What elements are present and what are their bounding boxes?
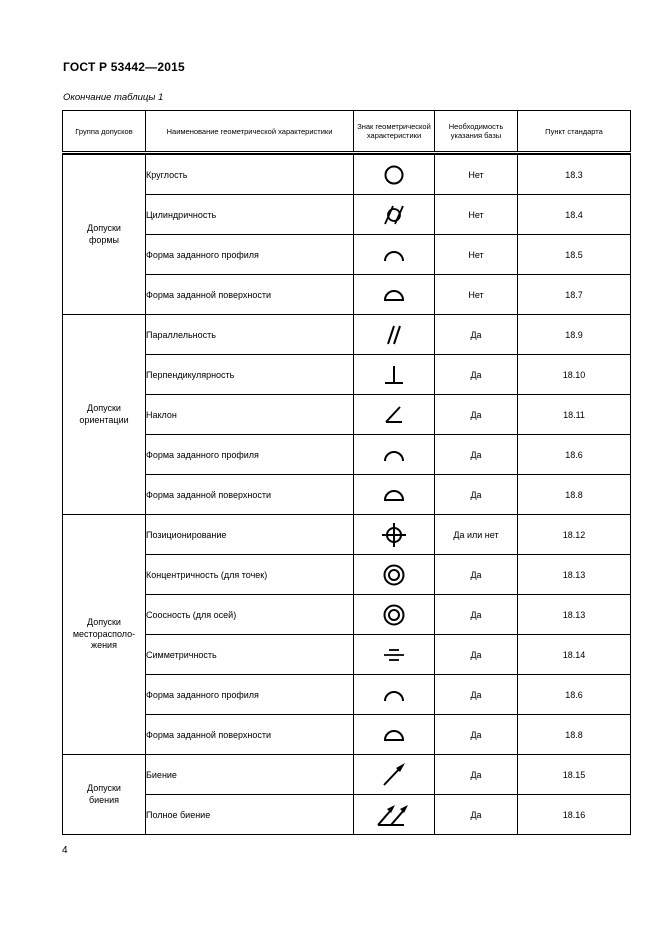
symbol-cell (354, 715, 435, 755)
table-row (63, 555, 631, 595)
symbol-cell (354, 755, 435, 795)
standard-clause: 18.8 (518, 475, 631, 515)
characteristic-name: Наклон (146, 395, 354, 435)
base-required: Да (435, 555, 518, 595)
standard-clause: 18.14 (518, 635, 631, 675)
standard-clause: 18.3 (518, 155, 631, 195)
document-header: ГОСТ Р 53442—2015 (63, 60, 185, 74)
circular-runout-icon (354, 761, 434, 789)
characteristic-name: Форма заданного профиля (146, 675, 354, 715)
table-row (63, 675, 631, 715)
profile-surface-icon (354, 282, 434, 308)
characteristic-name: Цилиндричность (146, 195, 354, 235)
table-row (63, 715, 631, 755)
perpendicularity-icon (354, 362, 434, 388)
standard-clause: 18.15 (518, 755, 631, 795)
base-required: Да (435, 435, 518, 475)
characteristic-name: Форма заданного профиля (146, 435, 354, 475)
symbol-cell (354, 355, 435, 395)
table-header-row (63, 111, 631, 153)
characteristic-name: Форма заданной поверхности (146, 715, 354, 755)
symbol-cell (354, 435, 435, 475)
base-required: Да (435, 635, 518, 675)
profile-line-icon (354, 242, 434, 268)
standard-clause: 18.5 (518, 235, 631, 275)
characteristic-name: Форма заданной поверхности (146, 275, 354, 315)
table-row (63, 195, 631, 235)
symbol-cell (354, 515, 435, 555)
base-required: Да (435, 475, 518, 515)
characteristic-name: Форма заданного профиля (146, 235, 354, 275)
group-label: Допуски биения (63, 755, 146, 835)
concentricity-icon (354, 561, 434, 589)
symbol-cell (354, 795, 435, 835)
table-row (63, 635, 631, 675)
standard-clause: 18.16 (518, 795, 631, 835)
profile-line-icon (354, 442, 434, 468)
characteristic-name: Симметричность (146, 635, 354, 675)
standard-clause: 18.6 (518, 675, 631, 715)
base-required: Да (435, 395, 518, 435)
group-label: Допуски месторасполо- жения (63, 515, 146, 755)
symbol-cell (354, 315, 435, 355)
base-required: Да (435, 755, 518, 795)
characteristic-name: Концентричность (для точек) (146, 555, 354, 595)
characteristic-name: Соосность (для осей) (146, 595, 354, 635)
standard-clause: 18.6 (518, 435, 631, 475)
symmetry-icon (354, 642, 434, 668)
col-header-group: Группа допусков (63, 111, 146, 153)
circle-icon (354, 162, 434, 188)
table-row (63, 395, 631, 435)
base-required: Да или нет (435, 515, 518, 555)
base-required: Нет (435, 275, 518, 315)
symbol-cell (354, 635, 435, 675)
table-row (63, 795, 631, 835)
base-required: Нет (435, 195, 518, 235)
table-row (63, 515, 631, 555)
base-required: Нет (435, 155, 518, 195)
characteristic-name: Перпендикулярность (146, 355, 354, 395)
coaxiality-icon (354, 601, 434, 629)
symbol-cell (354, 275, 435, 315)
table-caption: Окончание таблицы 1 (63, 92, 164, 103)
symbol-cell (354, 595, 435, 635)
table-row (63, 435, 631, 475)
position-icon (354, 521, 434, 549)
standard-clause: 18.8 (518, 715, 631, 755)
standard-clause: 18.9 (518, 315, 631, 355)
standard-clause: 18.10 (518, 355, 631, 395)
table-row (63, 155, 631, 195)
table-row (63, 595, 631, 635)
table-row (63, 475, 631, 515)
symbol-cell (354, 395, 435, 435)
characteristic-name: Полное биение (146, 795, 354, 835)
base-required: Да (435, 675, 518, 715)
base-required: Да (435, 795, 518, 835)
symbol-cell (354, 475, 435, 515)
col-header-symbol: Знак геометрической характеристики (354, 111, 435, 153)
col-header-name: Наименование геометрической характеристики (146, 111, 354, 153)
symbol-cell (354, 195, 435, 235)
table-body (63, 153, 631, 835)
base-required: Да (435, 715, 518, 755)
table-row (63, 275, 631, 315)
col-header-base: Необходимость указания базы (435, 111, 518, 153)
characteristic-name: Параллельность (146, 315, 354, 355)
base-required: Да (435, 355, 518, 395)
profile-line-icon (354, 682, 434, 708)
symbol-cell (354, 675, 435, 715)
base-required: Да (435, 315, 518, 355)
characteristic-name: Биение (146, 755, 354, 795)
group-label: Допуски ориентации (63, 315, 146, 515)
angularity-icon (354, 402, 434, 428)
table-row (63, 355, 631, 395)
col-header-clause: Пункт стандарта (518, 111, 631, 153)
table-row (63, 755, 631, 795)
tolerance-table (62, 110, 631, 835)
total-runout-icon (354, 801, 434, 829)
parallelism-icon (354, 322, 434, 348)
standard-clause: 18.11 (518, 395, 631, 435)
symbol-cell (354, 555, 435, 595)
characteristic-name: Круглость (146, 155, 354, 195)
symbol-cell (354, 155, 435, 195)
symbol-cell (354, 235, 435, 275)
profile-surface-icon (354, 722, 434, 748)
base-required: Да (435, 595, 518, 635)
profile-surface-icon (354, 482, 434, 508)
characteristic-name: Форма заданной поверхности (146, 475, 354, 515)
standard-clause: 18.13 (518, 555, 631, 595)
standard-clause: 18.7 (518, 275, 631, 315)
group-label: Допуски формы (63, 155, 146, 315)
page-number: 4 (62, 845, 68, 856)
cylindricity-icon (354, 202, 434, 228)
standard-clause: 18.13 (518, 595, 631, 635)
standard-clause: 18.4 (518, 195, 631, 235)
base-required: Нет (435, 235, 518, 275)
characteristic-name: Позиционирование (146, 515, 354, 555)
table-row (63, 315, 631, 355)
standard-clause: 18.12 (518, 515, 631, 555)
table-row (63, 235, 631, 275)
